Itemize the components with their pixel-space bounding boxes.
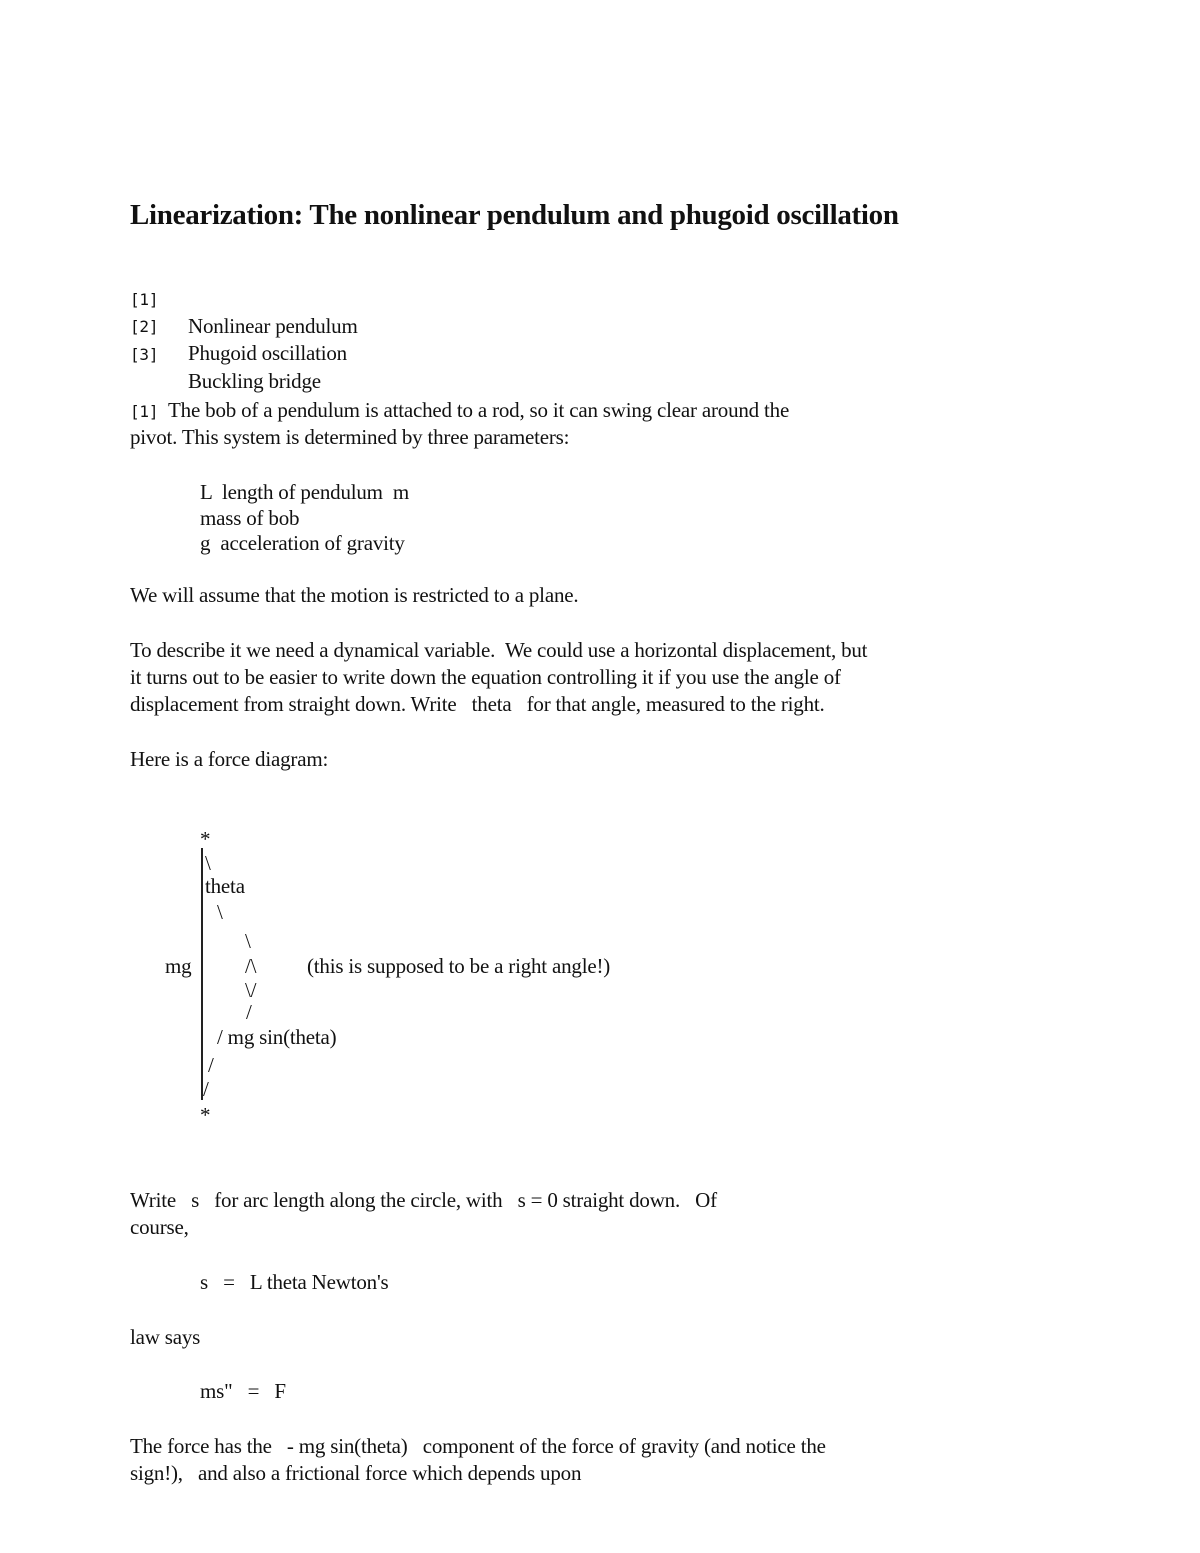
diagram-slash: / <box>208 1053 214 1077</box>
section-1-intro-line-1 <box>130 397 789 425</box>
diagram-star-bottom: * <box>200 1103 211 1127</box>
force-diagram-intro: Here is a force diagram: <box>130 747 329 771</box>
toc-item-label: Buckling bridge <box>188 369 321 393</box>
arc-line-2: course, <box>130 1215 189 1239</box>
diagram-caret-up: /\ <box>245 954 257 978</box>
arc-line-1: Write s for arc length along the circle, with s = 0 straight down. Of <box>130 1188 717 1212</box>
section-1-intro-line-2: pivot. This system is determined by three parameters: <box>130 425 570 449</box>
parameter-line: L length of pendulum m <box>200 480 410 504</box>
diagram-star-top: * <box>200 827 211 851</box>
diagram-caret-down: \/ <box>245 978 257 1002</box>
section-1-number: [1] <box>130 402 159 421</box>
diagram-backslash: \ <box>205 851 211 875</box>
diagram-backslash: \ <box>217 900 223 924</box>
equation-s-equals-l-theta: s = L theta Newton's <box>200 1270 389 1294</box>
describe-line-1: To describe it we need a dynamical variable. We could use a horizontal displacement, but <box>130 638 868 662</box>
diagram-vertical-line <box>201 848 203 1100</box>
diagram-theta-label: theta <box>205 874 245 898</box>
equation-newton: ms" = F <box>200 1379 286 1403</box>
parameter-line: g acceleration of gravity <box>200 531 405 555</box>
toc-item-label: Nonlinear pendulum <box>188 314 358 338</box>
describe-line-3: displacement from straight down. Write theta for that angle, measured to the right. <box>130 692 825 716</box>
describe-line-2: it turns out to be easier to write down the equation controlling it if you use the angle of <box>130 665 841 689</box>
toc-item-number: [3] <box>130 345 159 364</box>
toc-item-label: Phugoid oscillation <box>188 341 347 365</box>
section-1-intro-text: The bob of a pendulum is attached to a rod, so it can swing clear around the <box>168 398 790 422</box>
force-line-1: The force has the - mg sin(theta) component of the force of gravity (and notice the <box>130 1434 826 1458</box>
parameter-line: mass of bob <box>200 506 300 530</box>
plane-assumption: We will assume that the motion is restricted to a plane. <box>130 583 579 607</box>
toc-item-number: [1] <box>130 290 159 309</box>
toc-item-number: [2] <box>130 317 159 336</box>
diagram-mg-sin-label: / mg sin(theta) <box>217 1025 337 1049</box>
force-line-2: sign!), and also a frictional force which depends upon <box>130 1461 582 1485</box>
page-title: Linearization: The nonlinear pendulum and phugoid oscillation <box>130 199 899 231</box>
law-says-line: law says <box>130 1325 201 1349</box>
diagram-slash: / <box>203 1077 209 1101</box>
diagram-backslash: \ <box>245 929 251 953</box>
diagram-right-angle-note: (this is supposed to be a right angle!) <box>307 954 611 978</box>
diagram-slash: / <box>246 1000 252 1024</box>
diagram-mg-label: mg <box>165 954 192 978</box>
